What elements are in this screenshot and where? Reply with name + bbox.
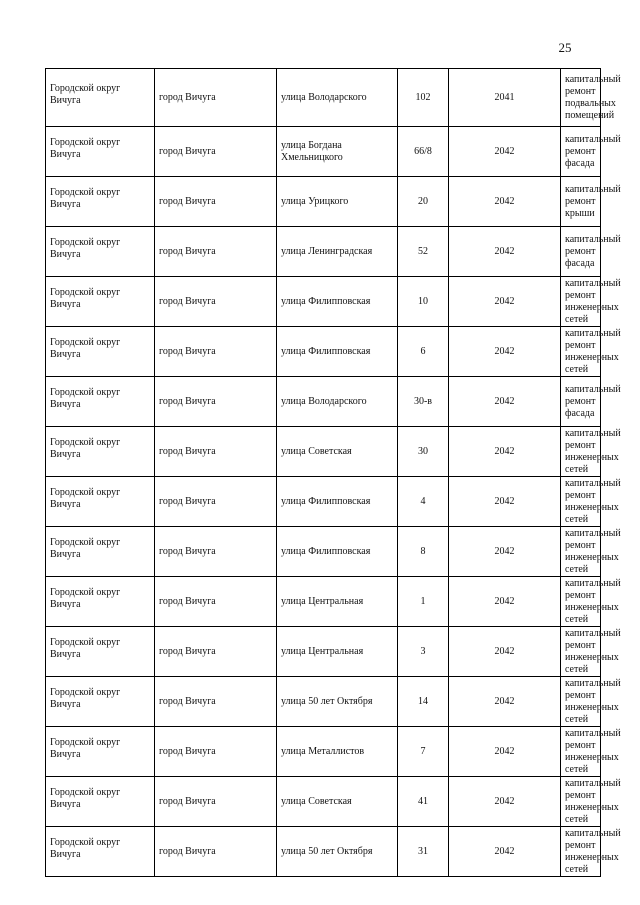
work-type-cell xyxy=(561,727,621,777)
settlement-cell xyxy=(155,477,277,527)
table-row xyxy=(46,127,601,177)
house-number-cell xyxy=(398,527,449,577)
house-number-text: 31 xyxy=(418,845,428,857)
house-number-cell xyxy=(398,577,449,627)
work-type-cell xyxy=(561,527,621,577)
year-cell xyxy=(449,227,561,277)
house-number-cell xyxy=(398,477,449,527)
settlement-cell xyxy=(155,577,277,627)
municipality-cell xyxy=(46,777,155,827)
house-number-text: 1 xyxy=(420,595,426,607)
year-text: 2042 xyxy=(494,695,515,707)
street-text: улица Советская xyxy=(281,445,352,457)
settlement-text: город Вичуга xyxy=(159,695,216,707)
municipality-cell xyxy=(46,727,155,777)
year-text: 2042 xyxy=(494,795,515,807)
street-text: улица Урицкого xyxy=(281,195,349,207)
municipality-text: Городской округ Вичуга xyxy=(50,836,121,860)
work-type-text: капитальный ремонт инженерных сетей xyxy=(565,277,621,325)
street-text: улица Володарского xyxy=(281,395,367,407)
table-row xyxy=(46,69,601,127)
work-type-cell xyxy=(561,627,621,677)
table-row xyxy=(46,177,601,227)
work-type-cell xyxy=(561,227,621,277)
year-cell xyxy=(449,577,561,627)
year-cell xyxy=(449,627,561,677)
house-number-cell xyxy=(398,727,449,777)
work-type-cell xyxy=(561,827,621,877)
year-cell xyxy=(449,277,561,327)
settlement-cell xyxy=(155,127,277,177)
table-row xyxy=(46,277,601,327)
street-text: улица Советская xyxy=(281,795,352,807)
street-cell xyxy=(277,227,398,277)
table-row xyxy=(46,327,601,377)
table-row xyxy=(46,577,601,627)
table-row xyxy=(46,777,601,827)
municipality-cell xyxy=(46,69,155,127)
work-type-cell xyxy=(561,177,621,227)
work-type-text: капитальный ремонт инженерных сетей xyxy=(565,727,621,775)
house-number-cell xyxy=(398,827,449,877)
work-type-cell xyxy=(561,69,621,127)
table-row xyxy=(46,377,601,427)
street-text: улица 50 лет Октября xyxy=(281,845,373,857)
house-number-cell xyxy=(398,227,449,277)
municipality-text: Городской округ Вичуга xyxy=(50,736,121,760)
settlement-text: город Вичуга xyxy=(159,845,216,857)
municipality-text: Городской округ Вичуга xyxy=(50,686,121,710)
house-number-cell xyxy=(398,627,449,677)
house-number-text: 66/8 xyxy=(414,145,432,157)
year-text: 2042 xyxy=(494,595,515,607)
house-number-cell xyxy=(398,177,449,227)
street-text: улица Володарского xyxy=(281,91,367,103)
house-number-cell xyxy=(398,327,449,377)
settlement-cell xyxy=(155,177,277,227)
settlement-text: город Вичуга xyxy=(159,145,216,157)
street-text: улица Филипповская xyxy=(281,495,371,507)
settlement-text: город Вичуга xyxy=(159,295,216,307)
work-type-cell xyxy=(561,427,621,477)
street-text: улица Богдана Хмельницкого xyxy=(281,139,343,163)
work-type-text: капитальный ремонт фасада xyxy=(565,233,621,269)
settlement-cell xyxy=(155,427,277,477)
year-cell xyxy=(449,377,561,427)
year-cell xyxy=(449,477,561,527)
year-text: 2042 xyxy=(494,245,515,257)
settlement-text: город Вичуга xyxy=(159,345,216,357)
page-number: 25 xyxy=(558,40,572,55)
house-number-text: 4 xyxy=(420,495,426,507)
street-cell xyxy=(277,727,398,777)
settlement-cell xyxy=(155,827,277,877)
house-number-cell xyxy=(398,277,449,327)
municipality-cell xyxy=(46,677,155,727)
year-text: 2042 xyxy=(494,645,515,657)
settlement-cell xyxy=(155,777,277,827)
street-cell xyxy=(277,127,398,177)
year-cell xyxy=(449,327,561,377)
year-text: 2042 xyxy=(494,295,515,307)
settlement-text: город Вичуга xyxy=(159,795,216,807)
municipality-cell xyxy=(46,277,155,327)
repair-schedule-table xyxy=(45,68,621,877)
municipality-text: Городской округ Вичуга xyxy=(50,186,121,210)
year-cell xyxy=(449,427,561,477)
house-number-text: 3 xyxy=(420,645,426,657)
work-type-text: капитальный ремонт инженерных сетей xyxy=(565,427,621,475)
house-number-cell xyxy=(398,427,449,477)
street-text: улица Филипповская xyxy=(281,295,371,307)
work-type-text: капитальный ремонт инженерных сетей xyxy=(565,677,621,725)
year-cell xyxy=(449,177,561,227)
house-number-text: 7 xyxy=(420,745,426,757)
municipality-cell xyxy=(46,227,155,277)
work-type-text: капитальный ремонт инженерных сетей xyxy=(565,827,621,875)
street-text: улица 50 лет Октября xyxy=(281,695,373,707)
work-type-text: капитальный ремонт инженерных сетей xyxy=(565,477,621,525)
house-number-cell xyxy=(398,69,449,127)
street-text: улица Филипповская xyxy=(281,345,371,357)
work-type-text: капитальный ремонт подвальных помещений xyxy=(565,73,621,121)
settlement-text: город Вичуга xyxy=(159,195,216,207)
work-type-text: капитальный ремонт крыши xyxy=(565,183,621,219)
year-text: 2042 xyxy=(494,545,515,557)
municipality-cell xyxy=(46,377,155,427)
street-text: улица Филипповская xyxy=(281,545,371,557)
house-number-cell xyxy=(398,127,449,177)
year-cell xyxy=(449,127,561,177)
work-type-cell xyxy=(561,577,621,627)
municipality-text: Городской округ Вичуга xyxy=(50,586,121,610)
street-cell xyxy=(277,327,398,377)
municipality-text: Городской округ Вичуга xyxy=(50,536,121,560)
municipality-text: Городской округ Вичуга xyxy=(50,386,121,410)
year-text: 2042 xyxy=(494,145,515,157)
settlement-cell xyxy=(155,327,277,377)
work-type-cell xyxy=(561,777,621,827)
settlement-cell xyxy=(155,627,277,677)
work-type-text: капитальный ремонт инженерных сетей xyxy=(565,527,621,575)
work-type-text: капитальный ремонт инженерных сетей xyxy=(565,577,621,625)
municipality-text: Городской округ Вичуга xyxy=(50,436,121,460)
settlement-text: город Вичуга xyxy=(159,595,216,607)
municipality-text: Городской округ Вичуга xyxy=(50,82,121,106)
street-cell xyxy=(277,677,398,727)
house-number-text: 14 xyxy=(418,695,428,707)
municipality-cell xyxy=(46,327,155,377)
work-type-text: капитальный ремонт инженерных сетей xyxy=(565,777,621,825)
street-text: улица Центральная xyxy=(281,595,364,607)
municipality-cell xyxy=(46,427,155,477)
municipality-text: Городской округ Вичуга xyxy=(50,286,121,310)
street-cell xyxy=(277,627,398,677)
work-type-text: капитальный ремонт инженерных сетей xyxy=(565,627,621,675)
table-row xyxy=(46,677,601,727)
settlement-cell xyxy=(155,527,277,577)
settlement-cell xyxy=(155,377,277,427)
year-cell xyxy=(449,777,561,827)
settlement-text: город Вичуга xyxy=(159,445,216,457)
settlement-text: город Вичуга xyxy=(159,745,216,757)
street-cell xyxy=(277,577,398,627)
municipality-text: Городской округ Вичуга xyxy=(50,486,121,510)
year-cell xyxy=(449,677,561,727)
house-number-text: 102 xyxy=(415,91,431,103)
house-number-text: 30 xyxy=(418,445,428,457)
settlement-cell xyxy=(155,69,277,127)
work-type-cell xyxy=(561,127,621,177)
table-body xyxy=(46,69,621,877)
settlement-cell xyxy=(155,727,277,777)
table-row xyxy=(46,477,601,527)
municipality-cell xyxy=(46,127,155,177)
table-row xyxy=(46,627,601,677)
settlement-text: город Вичуга xyxy=(159,545,216,557)
settlement-text: город Вичуга xyxy=(159,495,216,507)
year-text: 2042 xyxy=(494,395,515,407)
work-type-text: капитальный ремонт фасада xyxy=(565,133,621,169)
street-text: улица Металлистов xyxy=(281,745,365,757)
work-type-text: капитальный ремонт инженерных сетей xyxy=(565,327,621,375)
year-text: 2042 xyxy=(494,445,515,457)
year-text: 2042 xyxy=(494,195,515,207)
house-number-text: 20 xyxy=(418,195,428,207)
street-text: улица Ленинградская xyxy=(281,245,373,257)
year-cell xyxy=(449,827,561,877)
table-row xyxy=(46,227,601,277)
work-type-text: капитальный ремонт фасада xyxy=(565,383,621,419)
settlement-text: город Вичуга xyxy=(159,645,216,657)
settlement-text: город Вичуга xyxy=(159,245,216,257)
street-cell xyxy=(277,527,398,577)
table-row xyxy=(46,427,601,477)
street-cell xyxy=(277,69,398,127)
settlement-cell xyxy=(155,277,277,327)
street-cell xyxy=(277,777,398,827)
table-row xyxy=(46,827,601,877)
house-number-text: 10 xyxy=(418,295,428,307)
house-number-text: 41 xyxy=(418,795,428,807)
year-cell xyxy=(449,527,561,577)
house-number-text: 8 xyxy=(420,545,426,557)
work-type-cell xyxy=(561,677,621,727)
house-number-text: 6 xyxy=(420,345,426,357)
year-cell xyxy=(449,69,561,127)
street-text: улица Центральная xyxy=(281,645,364,657)
house-number-text: 52 xyxy=(418,245,428,257)
year-text: 2042 xyxy=(494,345,515,357)
settlement-text: город Вичуга xyxy=(159,395,216,407)
house-number-cell xyxy=(398,677,449,727)
settlement-text: город Вичуга xyxy=(159,91,216,103)
table-row xyxy=(46,527,601,577)
street-cell xyxy=(277,477,398,527)
settlement-cell xyxy=(155,677,277,727)
work-type-cell xyxy=(561,277,621,327)
municipality-text: Городской округ Вичуга xyxy=(50,336,121,360)
work-type-cell xyxy=(561,377,621,427)
house-number-cell xyxy=(398,777,449,827)
municipality-cell xyxy=(46,177,155,227)
municipality-cell xyxy=(46,477,155,527)
street-cell xyxy=(277,827,398,877)
work-type-cell xyxy=(561,327,621,377)
year-cell xyxy=(449,727,561,777)
municipality-cell xyxy=(46,827,155,877)
municipality-text: Городской округ Вичуга xyxy=(50,136,121,160)
municipality-text: Городской округ Вичуга xyxy=(50,236,121,260)
municipality-cell xyxy=(46,527,155,577)
street-cell xyxy=(277,277,398,327)
municipality-cell xyxy=(46,627,155,677)
year-text: 2041 xyxy=(494,91,515,103)
work-type-cell xyxy=(561,477,621,527)
house-number-cell xyxy=(398,377,449,427)
municipality-text: Городской округ Вичуга xyxy=(50,636,121,660)
house-number-text: 30-в xyxy=(413,395,433,407)
year-text: 2042 xyxy=(494,495,515,507)
year-text: 2042 xyxy=(494,745,515,757)
year-text: 2042 xyxy=(494,845,515,857)
municipality-cell xyxy=(46,577,155,627)
street-cell xyxy=(277,377,398,427)
street-cell xyxy=(277,427,398,477)
table-row xyxy=(46,727,601,777)
municipality-text: Городской округ Вичуга xyxy=(50,786,121,810)
street-cell xyxy=(277,177,398,227)
settlement-cell xyxy=(155,227,277,277)
